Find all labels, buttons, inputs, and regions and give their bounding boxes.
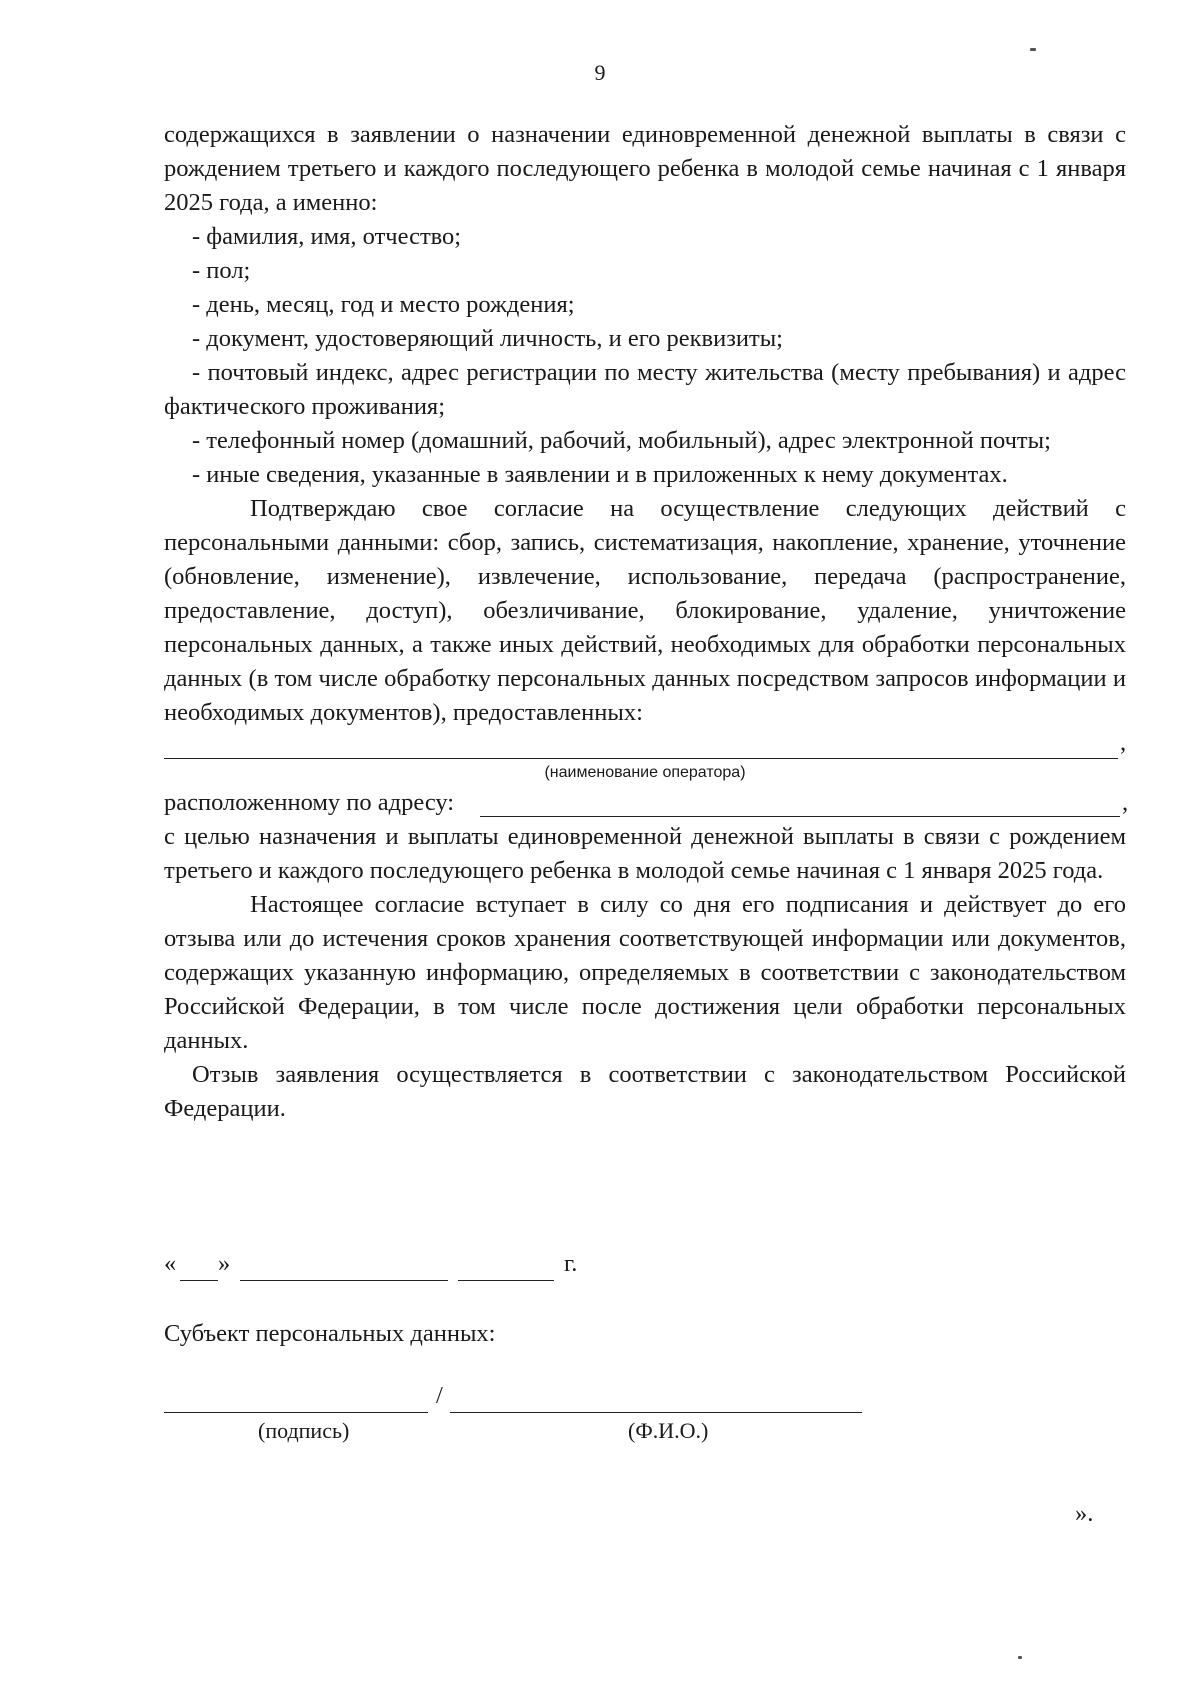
validity-paragraph: Настоящее согласие вступает в силу со дня его подписания и действует до его отзыва или до истечения сроков хранения соответствующей информации или документов, содержащих указанную информацию, определяемых в соответствии с законодательством Российской Федерации, в том числе после достижения цели обработки персональных данных. bbox=[164, 891, 1126, 1054]
operator-caption: (наименование оператора) bbox=[544, 764, 746, 781]
closing-quote-mark: ». bbox=[1075, 1500, 1094, 1527]
list-item: - документ, удостоверяющий личность, и его реквизиты; bbox=[192, 325, 783, 352]
subject-label: Субъект персональных данных: bbox=[164, 1320, 496, 1347]
personal-data-list bbox=[164, 220, 1126, 492]
date-year-line[interactable] bbox=[458, 1250, 554, 1281]
revocation-paragraph: Отзыв заявления осуществляется в соответствии с законодательством Российской Федерации. bbox=[164, 1061, 1126, 1122]
date-day-line[interactable] bbox=[180, 1250, 218, 1281]
signature-line[interactable] bbox=[164, 1412, 428, 1413]
page-number: 9 bbox=[594, 60, 606, 85]
intro-paragraph: содержащихся в заявлении о назначении единовременной денежной выплаты в связи с рождением третьего и каждого последующего ребенка в молодой семье начиная с 1 января 2025 года, а именно: bbox=[164, 121, 1126, 216]
address-trailing-comma: , bbox=[1122, 789, 1129, 816]
date-close-quote: » bbox=[218, 1250, 231, 1277]
full-name-line[interactable] bbox=[450, 1412, 862, 1413]
consent-paragraph: Подтверждаю свое согласие на осуществление следующих действий с персональными данными: сбор, запись, систематизация, накопление, хранение, уточнение (обновление, изменение), извлечение, использование, передача (распространение, предоставление, доступ), обезличивание, блокирование, удаление, уничтожение персональных данных, а также иных действий, необходимых для обработки персональных данных (в том числе обработку персональных данных посредством запросов информации и необходимых документов), предоставленных: bbox=[164, 495, 1126, 726]
list-item: - почтовый индекс, адрес регистрации по месту жительства (месту пребывания) и адрес фактического проживания; bbox=[164, 359, 1126, 420]
signature-separator: / bbox=[436, 1382, 443, 1409]
date-open-quote: « bbox=[164, 1250, 177, 1277]
operator-line-row bbox=[164, 730, 1126, 760]
list-item: - телефонный номер (домашний, рабочий, мобильный), адрес электронной почты; bbox=[192, 427, 1051, 454]
scan-speck bbox=[1030, 48, 1036, 51]
operator-name-line[interactable] bbox=[164, 730, 1118, 759]
list-item: - фамилия, имя, отчество; bbox=[192, 223, 462, 250]
operator-trailing-comma: , bbox=[1120, 729, 1127, 756]
signature-caption: (подпись) bbox=[258, 1418, 350, 1443]
list-item: - иные сведения, указанные в заявлении и в приложенных к нему документах. bbox=[192, 461, 1008, 488]
date-year-suffix: г. bbox=[564, 1250, 578, 1277]
date-month-line[interactable] bbox=[240, 1250, 448, 1281]
address-label: расположенному по адресу: bbox=[164, 789, 455, 816]
document-body bbox=[164, 118, 1129, 1126]
purpose-paragraph: с целью назначения и выплаты единовременной денежной выплаты в связи с рождением третьего и каждого последующего ребенка в молодой семье начиная с 1 января 2025 года. bbox=[164, 823, 1126, 884]
full-name-caption: (Ф.И.О.) bbox=[628, 1418, 709, 1443]
scan-speck bbox=[1018, 1656, 1022, 1659]
list-item: - день, месяц, год и место рождения; bbox=[192, 291, 575, 318]
list-item: - пол; bbox=[192, 257, 251, 284]
address-row bbox=[164, 786, 1129, 820]
address-line[interactable] bbox=[480, 786, 1120, 817]
